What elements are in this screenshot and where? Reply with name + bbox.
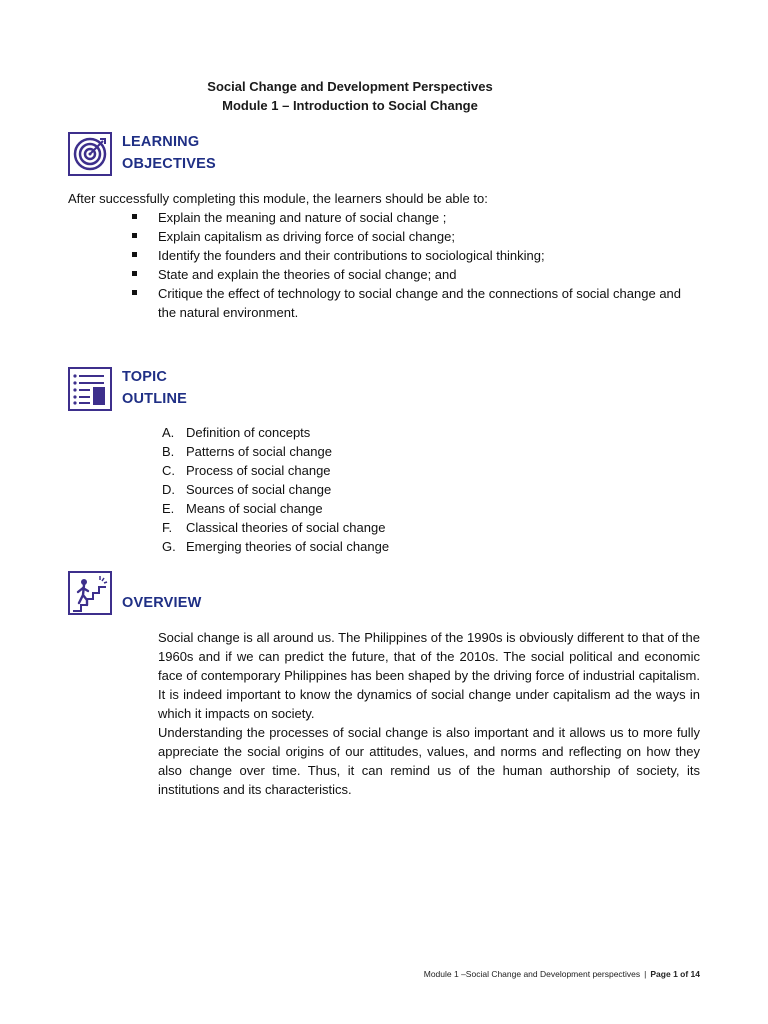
list-item <box>162 499 389 518</box>
topic-outline-heading-line1: TOPIC <box>122 369 168 385</box>
person-climbing-stairs-icon <box>68 571 112 615</box>
list-item-text: Means of social change <box>186 501 323 516</box>
list-item: Explain capitalism as driving force of social change; <box>132 227 702 246</box>
target-icon <box>68 132 112 176</box>
list-item <box>162 537 389 556</box>
list-item: State and explain the theories of social change; and <box>132 265 702 284</box>
page-footer <box>0 968 700 980</box>
objectives-intro: After successfully completing this module, the learners should be able to: <box>68 191 488 206</box>
learning-objectives-heading-line2: OBJECTIVES <box>122 156 216 172</box>
learning-objectives-heading-line1: LEARNING <box>122 134 200 150</box>
list-item-letter: E. <box>162 501 175 516</box>
topic-outline-heading-line2: OUTLINE <box>122 391 188 407</box>
list-item-letter: F. <box>162 520 173 535</box>
list-item <box>162 480 389 499</box>
objectives-list <box>132 208 702 322</box>
list-item-letter: A. <box>162 425 175 440</box>
list-item-letter: B. <box>162 444 175 459</box>
list-item <box>162 442 389 461</box>
outline-list-icon <box>68 367 112 411</box>
title-line-2: Module 1 – Introduction to Social Change <box>222 98 478 113</box>
list-item: Explain the meaning and nature of social change ; <box>132 208 702 227</box>
list-item-text: Sources of social change <box>186 482 332 497</box>
list-item-letter: D. <box>162 482 175 497</box>
list-item-letter: G. <box>162 539 176 554</box>
list-item <box>162 423 389 442</box>
overview-heading: OVERVIEW <box>122 595 202 611</box>
list-item <box>162 461 389 480</box>
list-item-text: Process of social change <box>186 463 331 478</box>
list-item-text: Classical theories of social change <box>186 520 386 535</box>
list-item: Identify the founders and their contributions to sociological thinking; <box>132 246 702 265</box>
topic-outline-list <box>162 423 389 556</box>
list-item <box>162 518 389 537</box>
footer-module-title: Module 1 –Social Change and Development perspectives <box>423 969 641 979</box>
overview-body <box>158 628 700 799</box>
topic-outline-heading <box>122 366 187 410</box>
document-title <box>0 77 700 115</box>
footer-page-number: Page 1 of 14 <box>650 969 700 979</box>
list-item-text: Emerging theories of social change <box>186 539 390 554</box>
list-item: Critique the effect of technology to social change and the connections of social change and the natural environment. <box>132 284 702 322</box>
overview-paragraph-2: Understanding the processes of social change is also important and it allows us to more fully appreciate the social origins of our attitudes, values, and norms and reflecting on how they also change over time. Thus, it can remind us of the human authorship of society, its institutions and its characteristics. <box>158 725 700 797</box>
learning-objectives-heading <box>122 131 216 175</box>
list-item-letter: C. <box>162 463 175 478</box>
list-item-text: Patterns of social change <box>186 444 332 459</box>
title-line-1: Social Change and Development Perspectives <box>207 79 493 94</box>
footer-separator: | <box>644 969 647 979</box>
overview-paragraph-1: Social change is all around us. The Philippines of the 1990s is obviously different to that of the 1960s and if we can predict the future, that of the 2010s. The social political and economic face of contemporary Philippines has been shaped by the driving force of industrial capitalism. It is indeed important to know the dynamics of social change under capitalism ad the ways in which it impacts on society. <box>158 630 700 721</box>
list-item-text: Definition of concepts <box>186 425 311 440</box>
